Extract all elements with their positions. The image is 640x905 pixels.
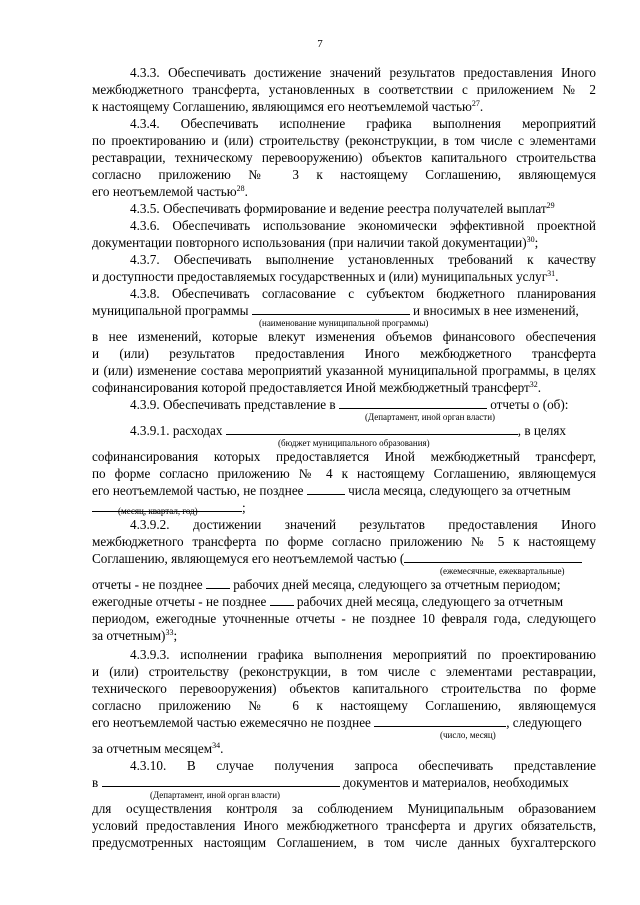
clause-text: , в целях: [517, 423, 567, 438]
clause-4-3-10-line-4: условий предоставления Иного межбюджетного трансферта и других обязательств,: [92, 818, 596, 833]
clause-text: , следующего: [506, 715, 582, 730]
clause-text: за отчетным месяцем: [92, 741, 213, 756]
working-days-blank[interactable]: [206, 576, 230, 589]
clause-4-3-5-line-1: [130, 200, 596, 217]
period-caption: (месяц, квартал, год): [118, 506, 198, 516]
clause-4-3-4-line-3: реставрации, техническому перевооружению) объектов капитального строительства: [92, 150, 596, 165]
clause-text: за отчетным): [92, 628, 166, 643]
clause-4-3-4-line-4: согласно приложению № 3 к настоящему Соглашению, являющемуся: [92, 167, 596, 182]
footnote-ref[interactable]: 33: [165, 628, 174, 637]
clause-4-3-7-line-1: 4.3.7. Обеспечивать выполнение установленных требований к качеству: [130, 252, 596, 267]
clause-text: его неотъемлемой частью ежемесячно не позднее: [92, 715, 371, 730]
clause-text: 4.3.5. Обеспечивать формирование и ведение реестра получателей выплат: [130, 201, 547, 216]
date-blank[interactable]: [374, 714, 506, 727]
clause-4-3-8-line-3: в нее изменений, которые влекут изменения объемов финансового обеспечения: [92, 329, 596, 344]
clause-4-3-8-line-1: 4.3.8. Обеспечивать согласование с субъектом бюджетного планирования: [130, 286, 596, 301]
clause-text: в: [92, 775, 99, 790]
footnote-ref[interactable]: 30: [526, 235, 535, 244]
clause-text: ежегодные отчеты - не позднее: [92, 594, 267, 609]
clause-4-3-9-3-line-6: [92, 740, 596, 757]
footnote-ref[interactable]: 32: [529, 380, 538, 389]
clause-4-3-3-line-1: 4.3.3. Обеспечивать достижение значений результатов предоставления Иного: [130, 65, 596, 80]
clause-text: и доступности предоставляемых государственных и (или) муниципальных услуг: [92, 269, 548, 284]
clause-4-3-3-line-2: межбюджетного трансферта, установленных в соответствии с приложением № 2: [92, 82, 596, 97]
clause-4-3-6-line-2: [92, 234, 596, 251]
program-name-blank[interactable]: [252, 302, 410, 315]
clause-text: Соглашению, являющемуся его неотъемлемой частью (: [92, 551, 405, 566]
department-caption-2: (Департамент, иной орган власти): [150, 790, 281, 800]
clause-text: его неотъемлемой частью: [92, 184, 237, 199]
punctuation: .: [479, 99, 484, 114]
clause-4-3-10-line-5: предусмотренных настоящим Соглашением, в том числе данных бухгалтерского: [92, 835, 596, 850]
footnote-ref[interactable]: 29: [546, 201, 555, 210]
clause-4-3-8-line-6: [92, 379, 596, 396]
clause-text: рабочих дней месяца, следующего за отчетным: [296, 594, 564, 609]
clause-4-3-4-line-5: [92, 183, 596, 200]
footnote-ref[interactable]: 27: [471, 99, 480, 108]
clause-4-3-10-line-3: для осуществления контроля за соблюдением Муниципальным образованием: [92, 801, 596, 816]
punctuation: .: [244, 184, 248, 199]
clause-4-3-9-1-line-3: по форме согласно приложению № 4 к настоящему Соглашению, являющемуся: [92, 466, 596, 481]
clause-4-3-8-line-5: и (или) изменение состава мероприятий указанной муниципальной программы, в целях: [92, 363, 596, 378]
punctuation: .: [537, 380, 542, 395]
clause-text: документов и материалов, необходимых: [342, 775, 569, 790]
department-caption: (Департамент, иной орган власти): [365, 412, 496, 422]
clause-4-3-9-3-line-5: [92, 714, 596, 731]
report-frequency-caption: (ежемесячные, ежеквартальные): [440, 566, 565, 576]
clause-text: отчеты - не позднее: [92, 577, 203, 592]
clause-4-3-3-line-3: [92, 98, 596, 115]
clause-4-3-7-line-2: [92, 268, 596, 285]
punctuation: ;: [173, 628, 178, 643]
clause-4-3-9-line-1: [130, 396, 596, 413]
footnote-ref[interactable]: 28: [236, 184, 245, 193]
program-name-caption: (наименование муниципальной программы): [259, 318, 429, 328]
footnote-ref[interactable]: 31: [547, 269, 556, 278]
clause-4-3-8-line-4: и (или) результатов предоставления Иного межбюджетного трансферта: [92, 346, 596, 361]
clause-text: отчеты о (об):: [490, 397, 569, 412]
clause-4-3-8-line-2: [92, 302, 596, 319]
clause-4-3-9-2-line-2: межбюджетного трансферта по форме согласно приложению № 5 к настоящему: [92, 534, 596, 549]
clause-text: к настоящему Соглашению, являющимся его неотъемлемой частью: [92, 99, 472, 114]
punctuation: ;: [534, 235, 539, 250]
clause-4-3-9-2-line-6: периодом, ежегодные уточненные отчеты - не позднее 10 февраля года, следующего: [92, 611, 596, 626]
clause-4-3-9-1-line-4: [92, 482, 596, 499]
report-frequency-blank[interactable]: [404, 550, 582, 563]
clause-4-3-9-1-line-2: софинансирования которых предоставляется Иной межбюджетный трансферт,: [92, 449, 596, 464]
punctuation: ;: [242, 500, 246, 515]
clause-4-3-9-2-line-4: [92, 576, 596, 593]
clause-4-3-4-line-1: 4.3.4. Обеспечивать исполнение графика выполнения мероприятий: [130, 116, 596, 131]
municipal-budget-caption: (бюджет муниципального образования): [278, 438, 430, 448]
clause-4-3-9-2-line-7: [92, 627, 596, 644]
clause-text: рабочих дней месяца, следующего за отчетным периодом;: [233, 577, 561, 592]
clause-4-3-9-2-line-1: 4.3.9.2. достижении значений результатов предоставления Иного: [130, 517, 596, 532]
page-number: 7: [317, 38, 323, 50]
department-blank-2[interactable]: [102, 774, 340, 787]
punctuation: .: [220, 741, 224, 756]
clause-text: софинансирования которой предоставляется Иной межбюджетный трансферт: [92, 380, 530, 395]
punctuation: .: [555, 269, 559, 284]
clause-4-3-9-3-line-2: и (или) строительству (реконструкции, в том числе с элементами реставрации,: [92, 664, 596, 679]
clause-4-3-9-3-line-3: технического перевооружения) объектов капитального строительства по форме: [92, 681, 596, 696]
clause-4-3-10-line-1: 4.3.10. В случае получения запроса обеспечивать представление: [130, 758, 596, 773]
clause-4-3-9-2-line-5: [92, 593, 596, 610]
annual-working-days-blank[interactable]: [270, 593, 294, 606]
date-caption: (число, месяц): [440, 730, 496, 740]
clause-4-3-6-line-1: 4.3.6. Обеспечивать использование экономически эффективной проектной: [130, 218, 596, 233]
clause-4-3-9-1-line-1: [130, 422, 596, 439]
deadline-day-blank[interactable]: [307, 482, 345, 495]
clause-4-3-9-2-line-3: [92, 550, 596, 567]
clause-4-3-9-3-line-4: согласно приложению № 6 к настоящему Соглашению, являющемуся: [92, 698, 596, 713]
clause-4-3-10-line-2: [92, 774, 596, 791]
clause-4-3-9-3-line-1: 4.3.9.3. исполнении графика выполнения мероприятий по проектированию: [130, 647, 596, 662]
clause-text: документации повторного использования (при наличии такой документации): [92, 235, 527, 250]
clause-text: его неотъемлемой частью, не позднее: [92, 483, 304, 498]
clause-text: муниципальной программы: [92, 303, 249, 318]
clause-4-3-4-line-2: по проектированию и (или) строительству (реконструкции, в том числе с элементами: [92, 133, 596, 148]
clause-text: 4.3.9. Обеспечивать представление в: [130, 397, 336, 412]
municipal-budget-blank[interactable]: [226, 422, 518, 435]
footnote-ref[interactable]: 34: [212, 741, 221, 750]
clause-text: и вносимых в нее изменений,: [413, 303, 579, 318]
department-blank[interactable]: [339, 396, 487, 409]
clause-text: числа месяца, следующего за отчетным: [348, 483, 571, 498]
clause-text: 4.3.9.1. расходах: [130, 423, 223, 438]
